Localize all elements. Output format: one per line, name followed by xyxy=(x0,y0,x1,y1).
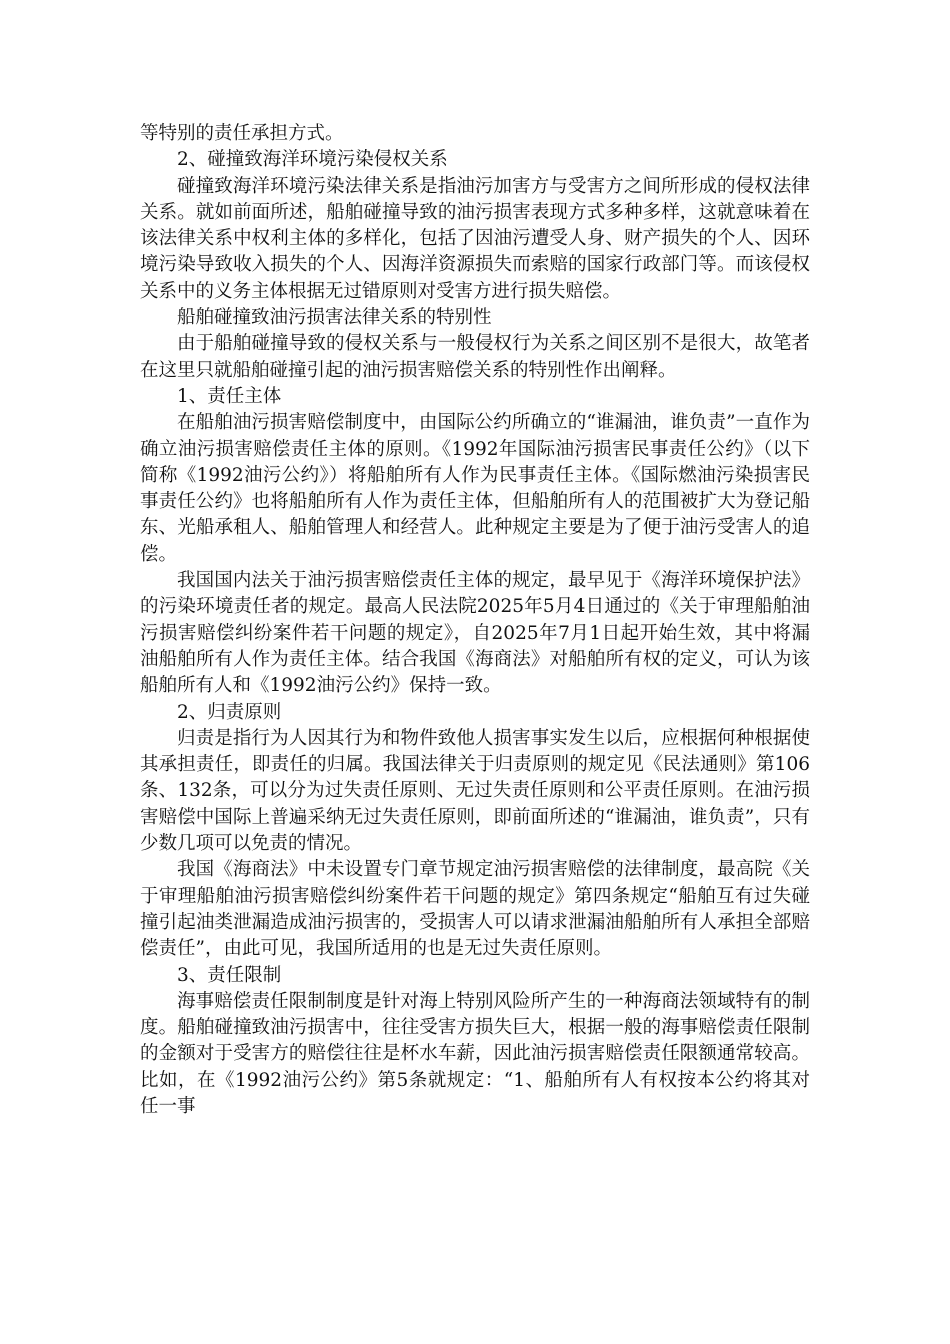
section-heading-collision-pollution: 2、碰撞致海洋环境污染侵权关系 xyxy=(177,149,448,171)
section-heading-liable-subject: 1、责任主体 xyxy=(177,385,282,407)
paragraph-particularity: 由于船舶碰撞导致的侵权关系与一般侵权行为关系之间区别不是很大，故笔者在这里只就船舶碰撞引起的油污损害赔偿关系的特别性作出阐释。 xyxy=(140,333,810,381)
paragraph-continuation: 等特别的责任承担方式。 xyxy=(140,123,344,144)
paragraph-international-conventions: 在船舶油污损害赔偿制度中，由国际公约所确立的“谁漏油，谁负责”一直作为确立油污损害赔偿责任主体的原则。《1992年国际油污损害民事责任公约》（以下简称《1992油污公约》）将船舶所有人作为民事责任主体。《国际燃油污染损害民事责任公约》也将船舶所有人作为责任主体，但船舶所有人的范围被扩大为登记船东、光船承租人、船舶管理人和经营人。此种规定主要是为了便于油污受害人的追偿。 xyxy=(140,412,810,565)
document-page xyxy=(140,121,810,1120)
section-heading-liability-limitation: 3、责任限制 xyxy=(177,964,282,986)
section-heading-particularity: 船舶碰撞致油污损害法律关系的特别性 xyxy=(177,307,492,329)
paragraph-domestic-law: 我国国内法关于油污损害赔偿责任主体的规定，最早见于《海洋环境保护法》的污染环境责任者的规定。最高人民法院2025年5月4日通过的《关于审理船舶油污损害赔偿纠纷案件若干问题的规定》，自2025年7月1日起开始生效，其中将漏油船舶所有人作为责任主体。结合我国《海商法》对船舶所有权的定义，可认为该船舶所有人和《1992油污公约》保持一致。 xyxy=(140,570,810,697)
paragraph-liability-principle: 归责是指行为人因其行为和物件致他人损害事实发生以后，应根据何种根据使其承担责任，即责任的归属。我国法律关于归责原则的规定见《民法通则》第106条、132条，可以分为过失责任原则、无过失责任原则和公平责任原则。在油污损害赔偿中国际上普遍采纳无过失责任原则，即前面所述的“谁漏油，谁负责”，只有少数几项可以免责的情况。 xyxy=(140,727,810,855)
section-heading-liability-principle: 2、归责原则 xyxy=(177,701,282,723)
paragraph-liability-limitation: 海事赔偿责任限制制度是针对海上特别风险所产生的一种海商法领域特有的制度。船舶碰撞致油污损害中，往往受害方损失巨大，根据一般的海事赔偿责任限制的金额对于受害方的赔偿往往是杯水车薪，因此油污损害赔偿责任限额通常较高。比如，在《1992油污公约》第5条就规定：“1、船舶所有人有权按本公约将其对任一事 xyxy=(140,990,810,1117)
paragraph-maritime-code: 我国《海商法》中未设置专门章节规定油污损害赔偿的法律制度，最高院《关于审理船舶油污损害赔偿纠纷案件若干问题的规定》第四条规定“船舶互有过失碰撞引起油类泄漏造成油污损害的，受损害人可以请求泄漏油船舶所有人承担全部赔偿责任”，由此可见，我国所适用的也是无过失责任原则。 xyxy=(140,859,810,960)
paragraph-tort-relationship: 碰撞致海洋环境污染法律关系是指油污加害方与受害方之间所形成的侵权法律关系。就如前面所述，船舶碰撞导致的油污损害表现方式多种多样，这就意味着在该法律关系中权利主体的多样化，包括了因油污遭受人身、财产损失的个人、因环境污染导致收入损失的个人、因海洋资源损失而索赔的国家行政部门等。而该侵权关系中的义务主体根据无过错原则对受害方进行损失赔偿。 xyxy=(140,175,810,302)
